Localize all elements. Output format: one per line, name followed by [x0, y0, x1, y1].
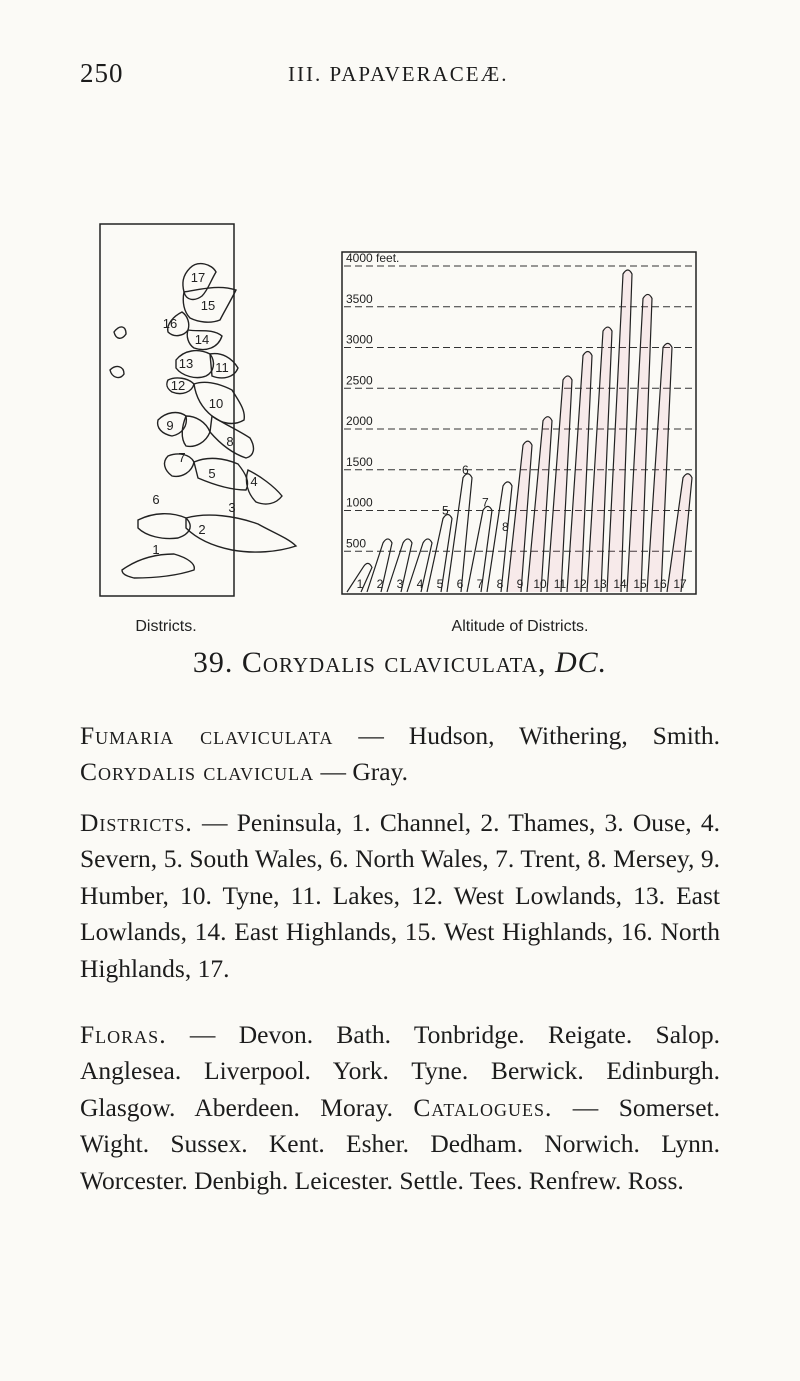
altitude-bar [547, 376, 572, 592]
bar-inner-label: 5 [442, 503, 449, 518]
synonym-name: Fumaria claviculata [80, 721, 334, 750]
map-num: 3 [228, 500, 236, 515]
altitude-bar [667, 474, 692, 592]
category-label: 15 [633, 577, 647, 591]
running-head: III. PAPAVERACEÆ. [288, 62, 509, 86]
districts-text: — Peninsula, 1. Channel, 2. Thames, 3. Ouse, 4. Severn, 5. South Wales, 6. North Wales, 7. Trent, 8. Mersey, 9. Humber, 10. Tyne, 11. Lakes, 12. West Lowlands, 13. East Lowlands, 14. East Highlands, 15. West Highlands, 16. North Highlands, 17. [80, 808, 721, 983]
map-num: 14 [194, 332, 210, 347]
floras-label: Floras. [80, 1020, 167, 1049]
bar-inner-label: 7 [482, 495, 489, 510]
floras-paragraph [80, 1017, 720, 1199]
synonym-line [80, 718, 720, 754]
altitude-bar [627, 294, 652, 592]
category-label: 1 [356, 577, 364, 591]
y-tick-label: 2000 [346, 414, 373, 428]
y-tick-label: 3000 [346, 332, 373, 347]
map-num: 16 [162, 316, 178, 331]
chart-caption: Altitude of Districts. [451, 618, 589, 635]
map-num: 4 [250, 474, 258, 489]
map-num: 10 [208, 396, 224, 411]
species-number: 39. [192, 646, 234, 679]
category-label: 4 [416, 577, 424, 591]
category-label: 13 [593, 577, 607, 591]
y-tick-label: 1000 [346, 495, 373, 510]
map-num: 11 [215, 360, 229, 375]
category-label: 8 [496, 577, 504, 591]
floras-text: — Devon. Bath. Tonbridge. Reigate. Salop. Anglesea. Liverpool. York. Tyne. Berwick. Edinburgh. Glasgow. Aberdeen. Moray. [80, 1020, 720, 1122]
chart-bars [347, 270, 692, 592]
synonym-authors: — Hudson, Withering, Smith. [358, 721, 720, 750]
bar-inner-label: 6 [462, 462, 469, 477]
districts-paragraph [80, 805, 720, 987]
y-tick-label: 4000 feet. [346, 251, 400, 265]
map-num: 2 [198, 522, 206, 537]
synonym-authors: — Gray. [320, 757, 409, 787]
synonym-name: Corydalis clavicula [80, 757, 315, 787]
synonym-line [80, 754, 720, 790]
map-num: 13 [178, 356, 194, 371]
map-num: 15 [200, 298, 216, 313]
map-num: 6 [152, 492, 160, 507]
map-num: 5 [208, 466, 216, 481]
species-authority: DC. [554, 646, 608, 679]
map-num: 9 [166, 418, 174, 433]
synonyms [80, 718, 720, 791]
category-label: 11 [553, 577, 567, 591]
map-num: 8 [226, 434, 234, 449]
altitude-bar [607, 270, 632, 592]
category-label: 6 [456, 577, 464, 591]
bar-inner-label: 8 [502, 519, 509, 534]
altitude-bar [507, 441, 532, 592]
map-num: 7 [178, 450, 186, 465]
altitude-bar [447, 474, 472, 592]
catalogues-label: Catalogues. [413, 1092, 553, 1122]
category-label: 3 [396, 577, 404, 591]
altitude-bar [647, 343, 672, 592]
y-tick-label: 2500 [346, 373, 373, 388]
species-name: Corydalis claviculata, [241, 646, 547, 679]
map-num: 17 [190, 270, 206, 285]
category-label: 5 [436, 577, 444, 591]
category-label: 14 [613, 577, 627, 591]
map-num: 12 [170, 378, 186, 393]
map-caption: Districts. [135, 618, 197, 635]
category-label: 9 [516, 577, 524, 591]
altitude-chart [342, 251, 696, 594]
figure [98, 220, 700, 605]
species-title [80, 646, 720, 680]
category-label: 17 [673, 577, 687, 591]
category-label: 10 [533, 577, 547, 591]
category-label: 12 [573, 577, 587, 591]
figure-svg [98, 220, 700, 600]
page-number: 250 [80, 58, 124, 88]
district-map [100, 224, 296, 596]
page-header [0, 58, 800, 98]
catalogues-text: — Somerset. Wight. Sussex. Kent. Esher. Dedham. Norwich. Lynn. Worcester. Denbigh. Leicester. Settle. Tees. Renfrew. Ross. [80, 1092, 720, 1195]
y-tick-label: 1500 [346, 454, 373, 469]
y-tick-label: 3500 [346, 291, 373, 306]
y-tick-label: 500 [346, 536, 367, 551]
districts-label: Districts. [80, 808, 193, 837]
map-num: 1 [152, 542, 160, 557]
category-label: 2 [376, 577, 384, 591]
category-label: 7 [476, 577, 484, 591]
category-label: 16 [653, 577, 667, 591]
